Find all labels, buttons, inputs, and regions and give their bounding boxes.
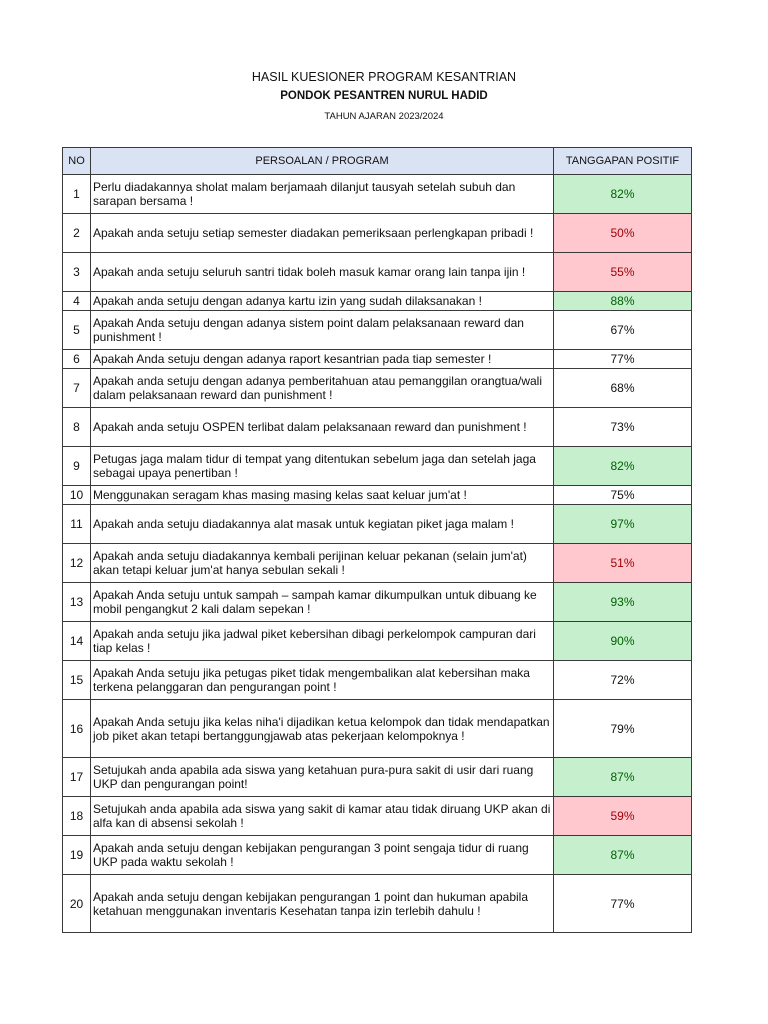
table-row bbox=[63, 175, 692, 214]
question-text: Apakah Anda setuju dengan adanya raport kesantrian pada tiap semester ! bbox=[91, 350, 554, 369]
positive-response-percent: 82% bbox=[554, 447, 692, 486]
question-text: Apakah anda setuju setiap semester diadakan pemeriksaan perlengkapan pribadi ! bbox=[91, 214, 554, 253]
positive-response-percent: 87% bbox=[554, 758, 692, 797]
question-text: Apakah anda setuju dengan adanya kartu izin yang sudah dilaksanakan ! bbox=[91, 292, 554, 311]
table-row bbox=[63, 544, 692, 583]
column-header-positive-response: TANGGAPAN POSITIF bbox=[554, 148, 692, 175]
academic-year: TAHUN AJARAN 2023/2024 bbox=[324, 111, 444, 122]
table-header-row bbox=[63, 148, 692, 175]
question-text: Apakah anda setuju jika jadwal piket kebersihan dibagi perkelompok campuran dari tiap kelas ! bbox=[91, 622, 554, 661]
questionnaire-table bbox=[62, 147, 692, 933]
row-number: 16 bbox=[63, 700, 91, 758]
table-row bbox=[63, 700, 692, 758]
table-row bbox=[63, 797, 692, 836]
row-number: 19 bbox=[63, 836, 91, 875]
row-number: 15 bbox=[63, 661, 91, 700]
question-text: Apakah anda setuju OSPEN terlibat dalam pelaksanaan reward dan punishment ! bbox=[91, 408, 554, 447]
table-row bbox=[63, 311, 692, 350]
positive-response-percent: 73% bbox=[554, 408, 692, 447]
table-row bbox=[63, 486, 692, 505]
column-header-no: NO bbox=[63, 148, 91, 175]
table-row bbox=[63, 369, 692, 408]
table-row bbox=[63, 875, 692, 933]
question-text: Petugas jaga malam tidur di tempat yang ditentukan sebelum jaga dan setelah jaga sebagai upaya penertiban ! bbox=[91, 447, 554, 486]
table-row bbox=[63, 253, 692, 292]
row-number: 3 bbox=[63, 253, 91, 292]
positive-response-percent: 88% bbox=[554, 292, 692, 311]
row-number: 9 bbox=[63, 447, 91, 486]
question-text: Setujukah anda apabila ada siswa yang ketahuan pura-pura sakit di usir dari ruang UKP dan pengurangan point! bbox=[91, 758, 554, 797]
table-row bbox=[63, 447, 692, 486]
question-text: Menggunakan seragam khas masing masing kelas saat keluar jum'at ! bbox=[91, 486, 554, 505]
question-text: Apakah Anda setuju jika kelas niha'i dijadikan ketua kelompok dan tidak mendapatkan job piket akan tetapi bertanggungjawab atas pekerjaan kelompoknya ! bbox=[91, 700, 554, 758]
row-number: 17 bbox=[63, 758, 91, 797]
positive-response-percent: 72% bbox=[554, 661, 692, 700]
table-row bbox=[63, 292, 692, 311]
positive-response-percent: 77% bbox=[554, 875, 692, 933]
question-text: Apakah anda setuju dengan adanya pemberitahuan atau pemanggilan orangtua/wali dalam pelaksanaan reward dan punishment ! bbox=[91, 369, 554, 408]
question-text: Apakah anda setuju dengan kebijakan pengurangan 3 point sengaja tidur di ruang UKP pada waktu sekolah ! bbox=[91, 836, 554, 875]
row-number: 13 bbox=[63, 583, 91, 622]
positive-response-percent: 90% bbox=[554, 622, 692, 661]
positive-response-percent: 87% bbox=[554, 836, 692, 875]
table-row bbox=[63, 758, 692, 797]
row-number: 7 bbox=[63, 369, 91, 408]
question-text: Apakah Anda setuju untuk sampah – sampah kamar dikumpulkan untuk dibuang ke mobil pengangkut 2 kali dalam sepekan ! bbox=[91, 583, 554, 622]
row-number: 14 bbox=[63, 622, 91, 661]
positive-response-percent: 55% bbox=[554, 253, 692, 292]
positive-response-percent: 82% bbox=[554, 175, 692, 214]
positive-response-percent: 51% bbox=[554, 544, 692, 583]
table-row bbox=[63, 622, 692, 661]
question-text: Apakah anda setuju diadakannya alat masak untuk kegiatan piket jaga malam ! bbox=[91, 505, 554, 544]
positive-response-percent: 93% bbox=[554, 583, 692, 622]
school-name: PONDOK PESANTREN NURUL HADID bbox=[280, 90, 488, 102]
positive-response-percent: 67% bbox=[554, 311, 692, 350]
row-number: 10 bbox=[63, 486, 91, 505]
row-number: 11 bbox=[63, 505, 91, 544]
question-text: Apakah Anda setuju dengan adanya sistem point dalam pelaksanaan reward dan punishment ! bbox=[91, 311, 554, 350]
table-row bbox=[63, 350, 692, 369]
question-text: Setujukah anda apabila ada siswa yang sakit di kamar atau tidak diruang UKP akan di alfa kan di absensi sekolah ! bbox=[91, 797, 554, 836]
table-row bbox=[63, 214, 692, 253]
table-row bbox=[63, 836, 692, 875]
row-number: 12 bbox=[63, 544, 91, 583]
question-text: Perlu diadakannya sholat malam berjamaah dilanjut tausyah setelah subuh dan sarapan bersama ! bbox=[91, 175, 554, 214]
row-number: 6 bbox=[63, 350, 91, 369]
question-text: Apakah anda setuju dengan kebijakan pengurangan 1 point dan hukuman apabila ketahuan menggunakan inventaris Kesehatan tanpa izin terlebih dahulu ! bbox=[91, 875, 554, 933]
row-number: 5 bbox=[63, 311, 91, 350]
report-title: HASIL KUESIONER PROGRAM KESANTRIAN bbox=[251, 70, 517, 84]
positive-response-percent: 68% bbox=[554, 369, 692, 408]
row-number: 1 bbox=[63, 175, 91, 214]
row-number: 4 bbox=[63, 292, 91, 311]
positive-response-percent: 75% bbox=[554, 486, 692, 505]
positive-response-percent: 77% bbox=[554, 350, 692, 369]
positive-response-percent: 79% bbox=[554, 700, 692, 758]
question-text: Apakah anda setuju diadakannya kembali perijinan keluar pekanan (selain jum'at) akan tetapi keluar jum'at hanya sebulan sekali ! bbox=[91, 544, 554, 583]
column-header-question: PERSOALAN / PROGRAM bbox=[91, 148, 554, 175]
row-number: 2 bbox=[63, 214, 91, 253]
positive-response-percent: 50% bbox=[554, 214, 692, 253]
row-number: 18 bbox=[63, 797, 91, 836]
question-text: Apakah anda setuju seluruh santri tidak boleh masuk kamar orang lain tanpa ijin ! bbox=[91, 253, 554, 292]
table-body bbox=[63, 175, 692, 933]
table-row bbox=[63, 505, 692, 544]
question-text: Apakah Anda setuju jika petugas piket tidak mengembalikan alat kebersihan maka terkena pelanggaran dan pengurangan point ! bbox=[91, 661, 554, 700]
table-row bbox=[63, 408, 692, 447]
positive-response-percent: 59% bbox=[554, 797, 692, 836]
positive-response-percent: 97% bbox=[554, 505, 692, 544]
row-number: 20 bbox=[63, 875, 91, 933]
row-number: 8 bbox=[63, 408, 91, 447]
table-row bbox=[63, 583, 692, 622]
table-row bbox=[63, 661, 692, 700]
